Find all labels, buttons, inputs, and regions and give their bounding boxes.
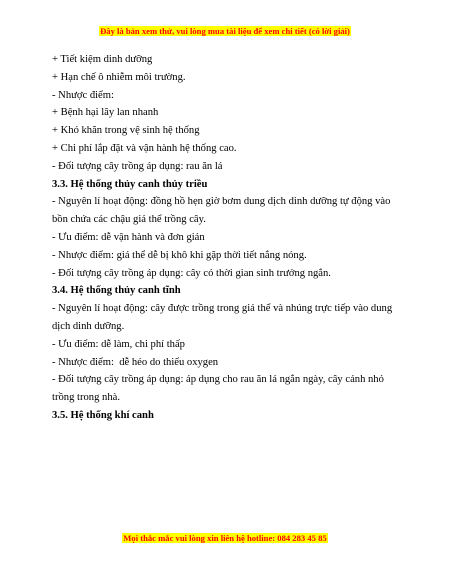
- preview-notice-text: Đây là bản xem thử, vui lòng mua tài liệu để xem chi tiết (có lời giải): [100, 26, 350, 36]
- principle-paragraph: - Nguyên lí hoạt động: đồng hồ hẹn giờ bơm dung dịch dinh dưỡng tự động vào bồn chứa các chậu giá thể trồng cây.: [52, 196, 391, 226]
- text-line: + Tiết kiệm dinh dưỡng: [52, 54, 153, 65]
- text-line: + Khó khăn trong vệ sinh hệ thống: [52, 125, 200, 137]
- text-line: + Chi phí lắp đặt và vận hành hệ thống cao.: [52, 142, 237, 154]
- preview-notice-banner: [0, 26, 450, 37]
- disadvantage-line: - Nhược điểm: dễ héo do thiếu oxygen: [52, 356, 219, 368]
- text-line: - Đối tượng cây trồng áp dụng: rau ăn lá: [52, 160, 223, 172]
- text-line: + Bệnh hại lây lan nhanh: [52, 107, 159, 119]
- crops-paragraph: - Đối tượng cây trồng áp dụng: áp dụng cho rau ăn lá ngắn ngày, cây cảnh nhỏ trồng trong nhà.: [52, 374, 384, 404]
- hotline-notice-banner: [0, 533, 450, 544]
- advantage-line: - Ưu điểm: dễ làm, chi phí thấp: [52, 338, 185, 350]
- crops-line: - Đối tượng cây trồng áp dụng: cây có thời gian sinh trưởng ngắn.: [52, 267, 331, 279]
- section-heading-3-4: 3.4. Hệ thống thủy canh tĩnh: [52, 285, 181, 297]
- document-body: [52, 51, 404, 425]
- hotline-notice-text: Mọi thắc mắc vui lòng xin liên hệ hotline: 084 283 45 85: [123, 533, 327, 543]
- text-line: - Nhược điểm:: [52, 89, 114, 101]
- principle-paragraph: - Nguyên lí hoạt động: cây được trồng trong giá thể và nhúng trực tiếp vào dung dịch dinh dưỡng.: [52, 303, 393, 332]
- disadvantage-line: - Nhược điểm: giá thể dễ bị khô khi gặp thời tiết nắng nóng.: [52, 249, 307, 261]
- advantage-line: - Ưu điểm: dễ vận hành và đơn giản: [52, 231, 205, 243]
- text-line: + Hạn chế ô nhiễm môi trường.: [52, 71, 186, 83]
- section-heading-3-5: 3.5. Hệ thống khí canh: [52, 409, 154, 421]
- section-heading-3-3: 3.3. Hệ thống thủy canh thủy triều: [52, 178, 208, 190]
